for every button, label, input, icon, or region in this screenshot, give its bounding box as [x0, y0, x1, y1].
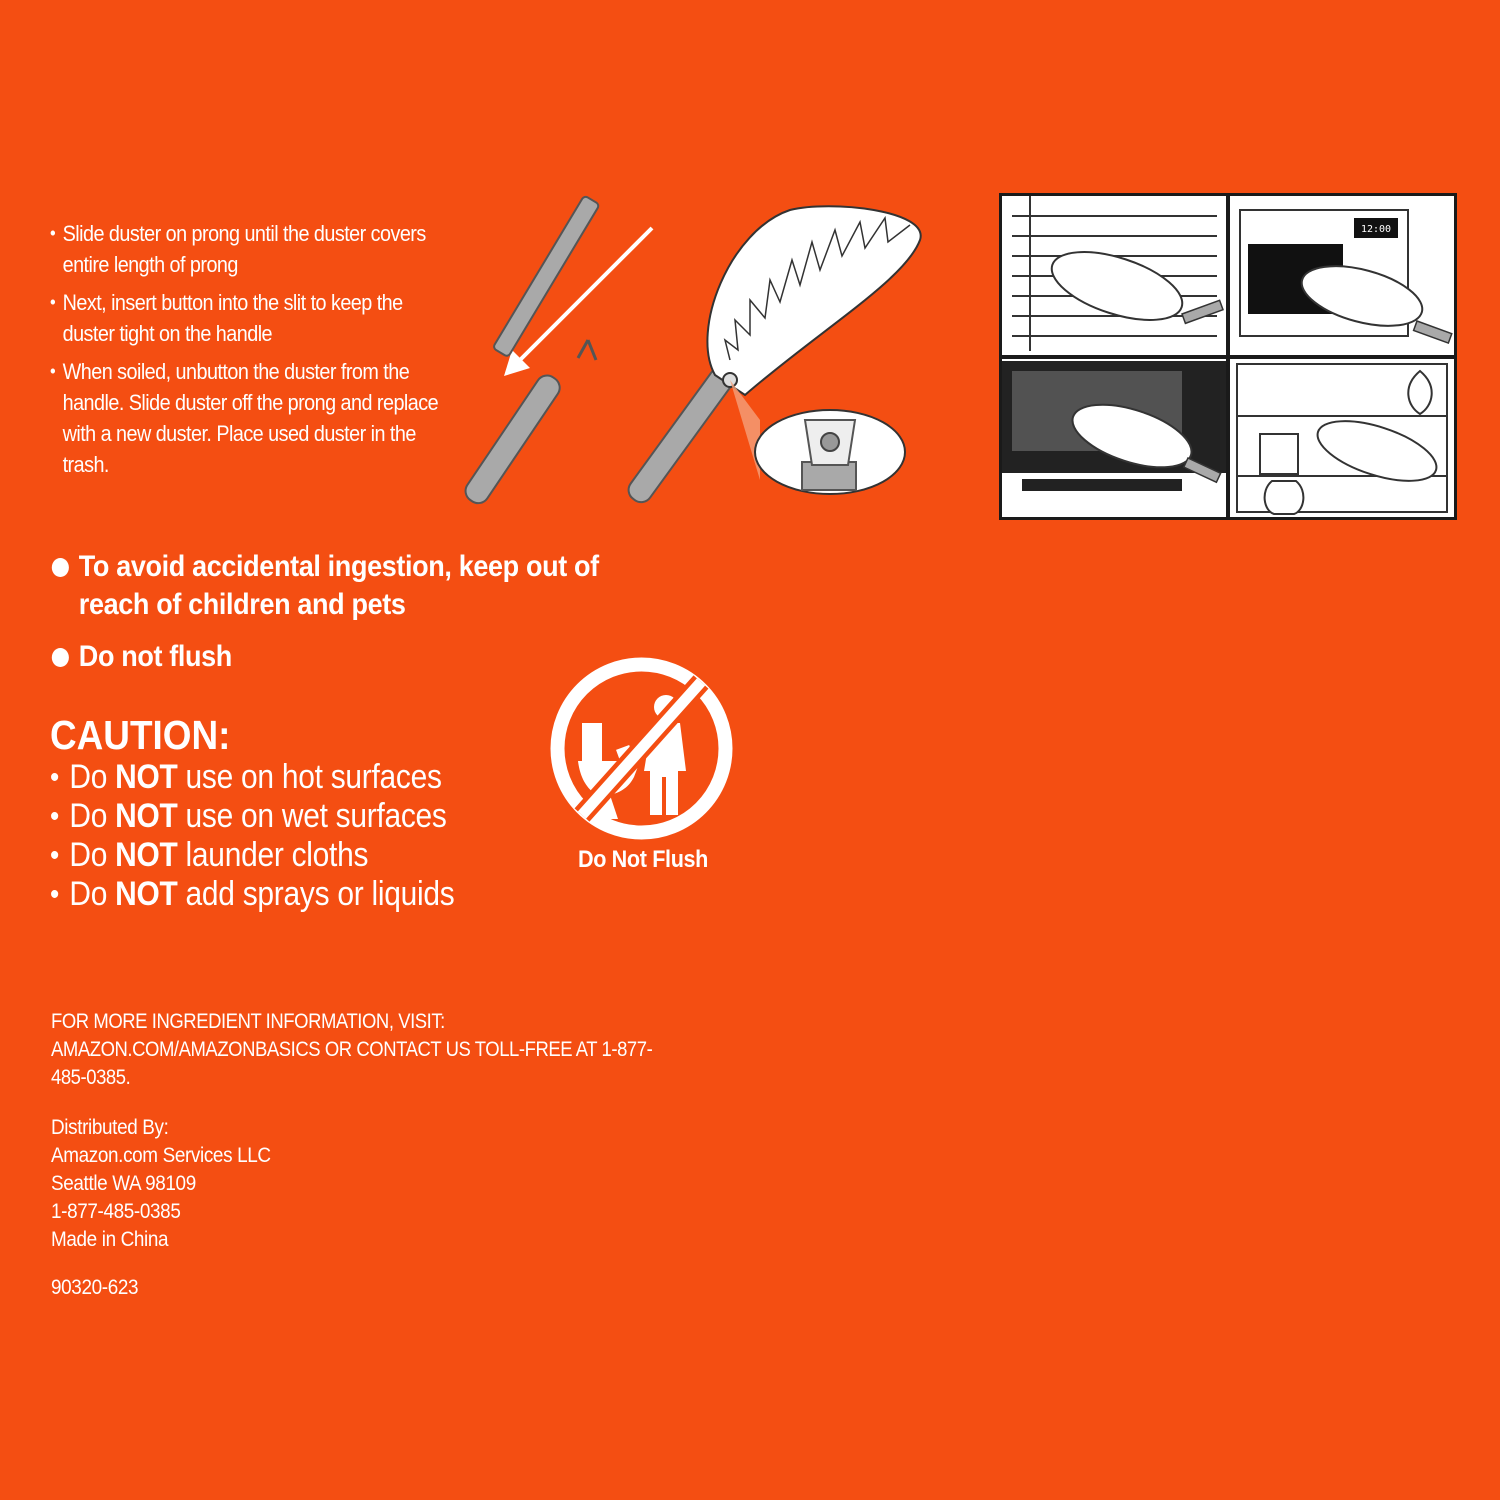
distributor-city: Seattle WA 98109 — [51, 1172, 196, 1195]
caution-emphasis: NOT — [115, 875, 178, 913]
television-scene — [1002, 361, 1226, 491]
shelf-scene — [1237, 364, 1447, 514]
distributor-company: Amazon.com Services LLC — [51, 1144, 271, 1167]
caution-item — [50, 875, 580, 914]
duster-assembly-illustration — [400, 190, 940, 530]
distributor-info — [51, 1114, 321, 1254]
caution-suffix: use on hot surfaces — [177, 758, 442, 796]
handle-illustration — [461, 371, 564, 507]
warning-item — [50, 548, 637, 624]
caution-emphasis: NOT — [115, 758, 178, 796]
microwave-scene — [1240, 210, 1452, 343]
bullet-icon — [52, 648, 69, 667]
caution-prefix: Do — [69, 875, 116, 913]
instruction-item: • When soiled, unbutton the duster from the handle. Slide duster off the prong and replace with a new duster. Place used duster in the trash. — [50, 356, 441, 480]
distributor-origin: Made in China — [51, 1228, 169, 1251]
window-blinds-scene — [1012, 196, 1223, 351]
caution-prefix: Do — [69, 797, 116, 835]
scenes-illustration — [1002, 196, 1454, 517]
caution-suffix: use on wet surfaces — [177, 797, 447, 835]
caution-title: CAUTION: — [50, 712, 231, 758]
instruction-item: • Next, insert button into the slit to keep the duster tight on the handle — [50, 287, 441, 349]
ingredient-info: FOR MORE INGREDIENT INFORMATION, VISIT: AMAZON.COM/AMAZONBASICS OR CONTACT US TOLL-FREE AT 1-877-485-0385. — [51, 1010, 653, 1089]
caution-prefix: Do — [69, 836, 116, 874]
safety-warnings — [50, 548, 610, 690]
caution-item — [50, 797, 580, 836]
caution-prefix: Do — [69, 758, 116, 796]
caution-emphasis: NOT — [115, 797, 178, 835]
no-flush-icon — [548, 655, 735, 842]
microwave-clock: 12:00 — [1360, 224, 1392, 235]
caution-emphasis: NOT — [115, 836, 178, 874]
caution-suffix: launder cloths — [177, 836, 369, 874]
duster-on-handle-illustration — [624, 206, 920, 506]
usage-scenes-grid — [999, 193, 1457, 520]
distributor-heading: Distributed By: — [51, 1116, 169, 1139]
usage-instructions — [50, 218, 439, 487]
product-code: 90320-623 — [51, 1276, 139, 1299]
caution-item — [50, 836, 580, 875]
caution-block — [50, 712, 570, 914]
bullet-icon — [52, 558, 69, 577]
no-flush-label: Do Not Flush — [577, 846, 709, 873]
instruction-item: • Slide duster on prong until the duster covers entire length of prong — [50, 218, 441, 280]
caution-item — [50, 758, 580, 797]
warning-text: To avoid accidental ingestion, keep out of reach of children and pets — [78, 550, 599, 621]
caution-suffix: add sprays or liquids — [177, 875, 455, 913]
distributor-phone: 1-877-485-0385 — [51, 1200, 181, 1223]
warning-text: Do not flush — [78, 640, 232, 673]
